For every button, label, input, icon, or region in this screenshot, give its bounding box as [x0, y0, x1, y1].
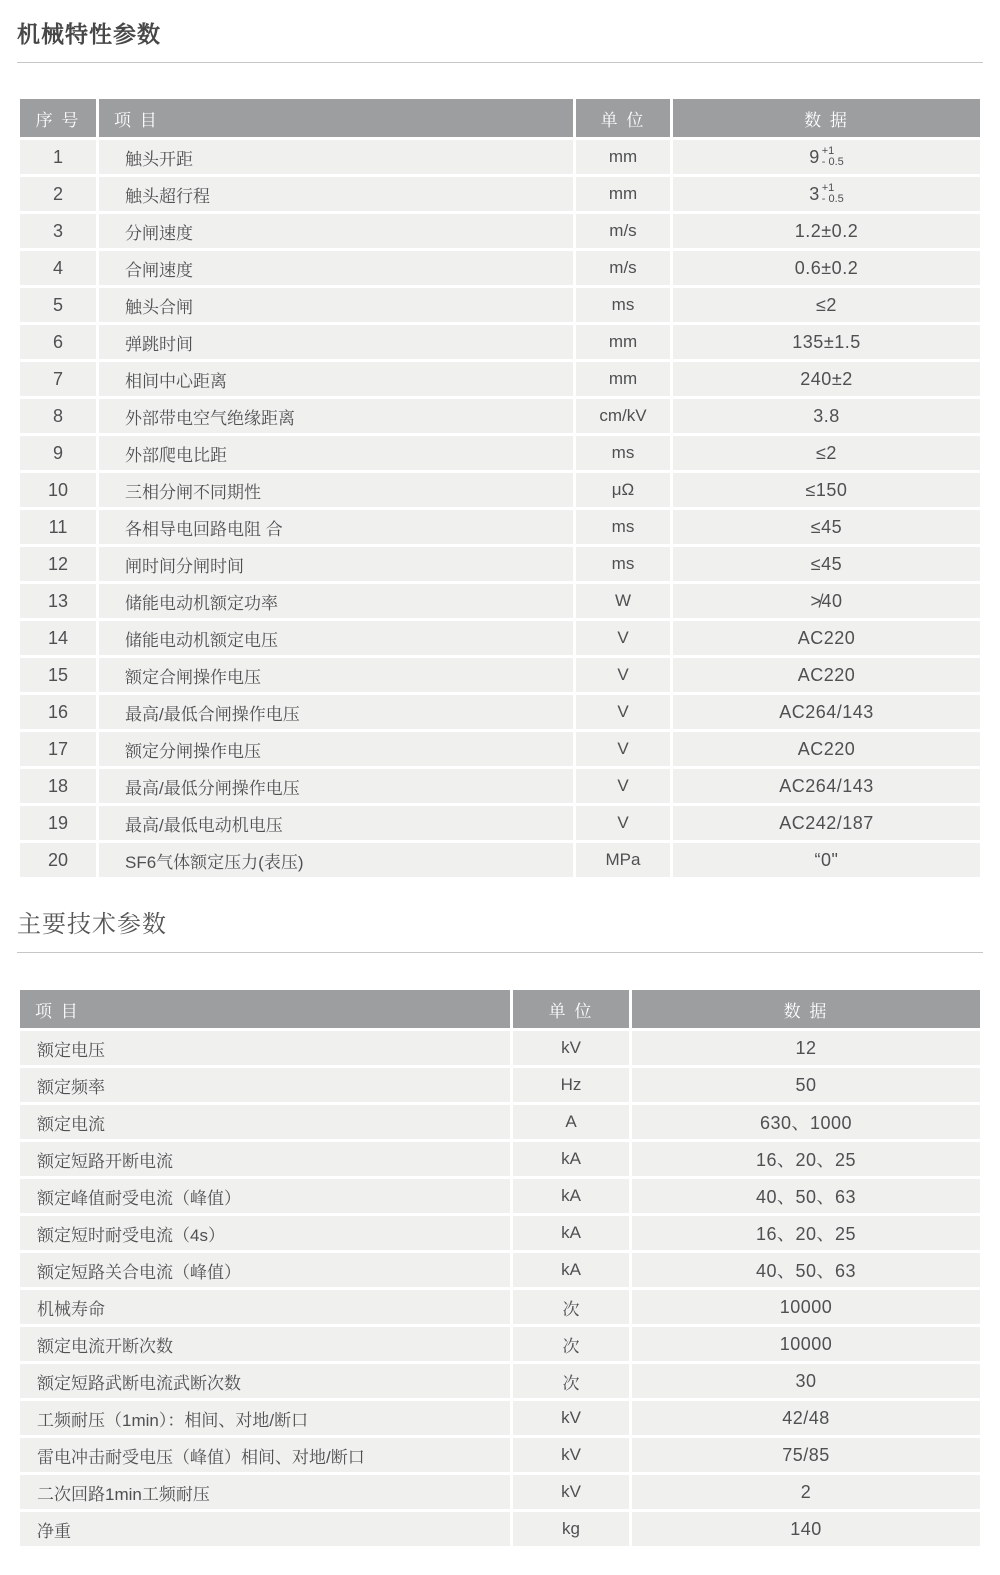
- table-row: [20, 214, 980, 248]
- row-value: ≤2: [673, 288, 980, 322]
- row-item: 额定合闸操作电压: [99, 658, 573, 692]
- table-row: [20, 1142, 980, 1176]
- table-row: [20, 732, 980, 766]
- row-no: 11: [20, 510, 96, 544]
- row-value: “0": [673, 843, 980, 877]
- row-value: ≯40: [673, 584, 980, 618]
- row-unit: m/s: [576, 214, 670, 248]
- tolerance-stack: [822, 146, 844, 168]
- table-row: [20, 1438, 980, 1472]
- row-no: 10: [20, 473, 96, 507]
- row-no: 20: [20, 843, 96, 877]
- row-unit: V: [576, 732, 670, 766]
- technical-params-table: [17, 987, 983, 1549]
- table-row: [20, 177, 980, 211]
- row-no: 9: [20, 436, 96, 470]
- title-divider: [17, 62, 983, 63]
- row-value: 75/85: [632, 1438, 980, 1472]
- row-value: 40、50、63: [632, 1253, 980, 1287]
- row-item: 额定电流: [20, 1105, 510, 1139]
- row-item: 闸时间分闸时间: [99, 547, 573, 581]
- row-unit: 次: [513, 1327, 629, 1361]
- row-item: 分闸速度: [99, 214, 573, 248]
- table-row: [20, 288, 980, 322]
- row-value: ≤2: [673, 436, 980, 470]
- spec-sheet-page: [0, 16, 1000, 1549]
- row-item: 最高/最低电动机电压: [99, 806, 573, 840]
- row-no: 4: [20, 251, 96, 285]
- row-value: 10000: [632, 1327, 980, 1361]
- row-unit: mm: [576, 140, 670, 174]
- table-row: [20, 584, 980, 618]
- row-unit: μΩ: [576, 473, 670, 507]
- row-unit: W: [576, 584, 670, 618]
- row-unit: V: [576, 769, 670, 803]
- row-item: 额定短路武断电流武断次数: [20, 1364, 510, 1398]
- row-unit: V: [576, 621, 670, 655]
- tolerance-value: [809, 146, 844, 168]
- row-item: 二次回路1min工频耐压: [20, 1475, 510, 1509]
- row-value: AC220: [673, 732, 980, 766]
- row-value: 16、20、25: [632, 1216, 980, 1250]
- title-divider: [17, 952, 983, 953]
- row-item: 外部带电空气绝缘距离: [99, 399, 573, 433]
- row-value: 12: [632, 1031, 980, 1065]
- row-value: 140: [632, 1512, 980, 1546]
- table-row: [20, 1364, 980, 1398]
- row-value: ≤150: [673, 473, 980, 507]
- row-no: 14: [20, 621, 96, 655]
- row-item: 额定频率: [20, 1068, 510, 1102]
- row-unit: kA: [513, 1179, 629, 1213]
- table-row: [20, 399, 980, 433]
- row-value: ≤45: [673, 547, 980, 581]
- header-value: 数 据: [673, 99, 980, 137]
- row-value: AC220: [673, 658, 980, 692]
- row-unit: 次: [513, 1364, 629, 1398]
- row-item: 储能电动机额定电压: [99, 621, 573, 655]
- row-value: 40、50、63: [632, 1179, 980, 1213]
- table-row: [20, 510, 980, 544]
- row-item: 机械寿命: [20, 1290, 510, 1324]
- row-unit: 次: [513, 1290, 629, 1324]
- row-item: 雷电冲击耐受电压（峰值）相间、对地/断口: [20, 1438, 510, 1472]
- table-row: [20, 695, 980, 729]
- value-base: 3: [809, 183, 820, 204]
- table-row: [20, 806, 980, 840]
- row-value: 16、20、25: [632, 1142, 980, 1176]
- row-unit: kV: [513, 1438, 629, 1472]
- row-unit: ms: [576, 510, 670, 544]
- row-no: 16: [20, 695, 96, 729]
- row-item: 额定短时耐受电流（4s）: [20, 1216, 510, 1250]
- row-no: 15: [20, 658, 96, 692]
- row-unit: V: [576, 806, 670, 840]
- row-item: 相间中心距离: [99, 362, 573, 396]
- table-row: [20, 1179, 980, 1213]
- row-item: 触头超行程: [99, 177, 573, 211]
- row-item: 最高/最低分闸操作电压: [99, 769, 573, 803]
- header-value: 数 据: [632, 990, 980, 1028]
- value-sup: +1: [821, 145, 835, 157]
- row-item: SF6气体额定压力(表压): [99, 843, 573, 877]
- table-row: [20, 547, 980, 581]
- row-value: AC220: [673, 621, 980, 655]
- row-value: 0.6±0.2: [673, 251, 980, 285]
- row-item: 触头合闸: [99, 288, 573, 322]
- table-row: [20, 1327, 980, 1361]
- row-item: 三相分闸不同期性: [99, 473, 573, 507]
- header-item: 项 目: [20, 990, 510, 1028]
- row-unit: kg: [513, 1512, 629, 1546]
- row-item: 合闸速度: [99, 251, 573, 285]
- table-row: [20, 1512, 980, 1546]
- row-value: 50: [632, 1068, 980, 1102]
- row-unit: m/s: [576, 251, 670, 285]
- value-sup: +1: [821, 182, 835, 194]
- table-row: [20, 473, 980, 507]
- row-no: 5: [20, 288, 96, 322]
- row-unit: V: [576, 695, 670, 729]
- table-header-row: [20, 99, 980, 137]
- row-item: 额定电流开断次数: [20, 1327, 510, 1361]
- table-row: [20, 1253, 980, 1287]
- row-no: 18: [20, 769, 96, 803]
- row-item: 触头开距: [99, 140, 573, 174]
- row-value: 3.8: [673, 399, 980, 433]
- row-unit: cm/kV: [576, 399, 670, 433]
- tolerance-stack: [822, 183, 844, 205]
- table-row: [20, 1105, 980, 1139]
- row-unit: ms: [576, 436, 670, 470]
- row-value: 240±2: [673, 362, 980, 396]
- row-value: 42/48: [632, 1401, 980, 1435]
- value-sub: - 0.5: [821, 156, 844, 168]
- row-value: 1.2±0.2: [673, 214, 980, 248]
- row-unit: MPa: [576, 843, 670, 877]
- row-value: AC264/143: [673, 769, 980, 803]
- mechanical-params-table: [17, 96, 983, 880]
- table-row: [20, 325, 980, 359]
- row-item: 最高/最低合闸操作电压: [99, 695, 573, 729]
- row-unit: Hz: [513, 1068, 629, 1102]
- row-no: 19: [20, 806, 96, 840]
- row-no: 3: [20, 214, 96, 248]
- row-item: 净重: [20, 1512, 510, 1546]
- table-row: [20, 843, 980, 877]
- header-unit: 单 位: [513, 990, 629, 1028]
- row-unit: ms: [576, 288, 670, 322]
- table-row: [20, 1068, 980, 1102]
- section-title-technical: 主要技术参数: [17, 911, 167, 938]
- row-unit: A: [513, 1105, 629, 1139]
- row-unit: V: [576, 658, 670, 692]
- table-row: [20, 1475, 980, 1509]
- row-no: 17: [20, 732, 96, 766]
- row-item: 额定电压: [20, 1031, 510, 1065]
- row-item: 各相导电回路电阻 合: [99, 510, 573, 544]
- table-header-row: [20, 990, 980, 1028]
- row-no: 1: [20, 140, 96, 174]
- row-no: 2: [20, 177, 96, 211]
- row-value: AC242/187: [673, 806, 980, 840]
- row-no: 8: [20, 399, 96, 433]
- row-item: 额定峰值耐受电流（峰值）: [20, 1179, 510, 1213]
- row-value: [673, 177, 980, 211]
- row-value: 630、1000: [632, 1105, 980, 1139]
- value-base: 9: [809, 146, 820, 167]
- row-item: 额定短路关合电流（峰值）: [20, 1253, 510, 1287]
- row-item: 工频耐压（1min）：相间、对地/断口: [20, 1401, 510, 1435]
- row-value: [673, 140, 980, 174]
- row-value: 10000: [632, 1290, 980, 1324]
- table-row: [20, 1401, 980, 1435]
- table-row: [20, 140, 980, 174]
- row-no: 6: [20, 325, 96, 359]
- row-unit: mm: [576, 362, 670, 396]
- table-row: [20, 362, 980, 396]
- row-value: 135±1.5: [673, 325, 980, 359]
- row-item: 储能电动机额定功率: [99, 584, 573, 618]
- row-no: 7: [20, 362, 96, 396]
- row-value: AC264/143: [673, 695, 980, 729]
- table-row: [20, 658, 980, 692]
- row-value: 2: [632, 1475, 980, 1509]
- table-row: [20, 1290, 980, 1324]
- row-unit: mm: [576, 325, 670, 359]
- row-value: ≤45: [673, 510, 980, 544]
- row-unit: kA: [513, 1142, 629, 1176]
- table-row: [20, 251, 980, 285]
- row-unit: ms: [576, 547, 670, 581]
- table-row: [20, 769, 980, 803]
- tolerance-value: [809, 183, 844, 205]
- table-row: [20, 1216, 980, 1250]
- row-item: 额定分闸操作电压: [99, 732, 573, 766]
- row-unit: mm: [576, 177, 670, 211]
- row-unit: kA: [513, 1216, 629, 1250]
- row-no: 13: [20, 584, 96, 618]
- table-row: [20, 621, 980, 655]
- row-unit: kA: [513, 1253, 629, 1287]
- row-item: 额定短路开断电流: [20, 1142, 510, 1176]
- row-unit: kV: [513, 1475, 629, 1509]
- row-item: 弹跳时间: [99, 325, 573, 359]
- row-unit: kV: [513, 1031, 629, 1065]
- row-unit: kV: [513, 1401, 629, 1435]
- table-row: [20, 436, 980, 470]
- table-row: [20, 1031, 980, 1065]
- row-no: 12: [20, 547, 96, 581]
- header-no: 序 号: [20, 99, 96, 137]
- header-item: 项 目: [99, 99, 573, 137]
- value-sub: - 0.5: [821, 193, 844, 205]
- section-title-mechanical: 机械特性参数: [17, 21, 161, 47]
- header-unit: 单 位: [576, 99, 670, 137]
- row-value: 30: [632, 1364, 980, 1398]
- row-item: 外部爬电比距: [99, 436, 573, 470]
